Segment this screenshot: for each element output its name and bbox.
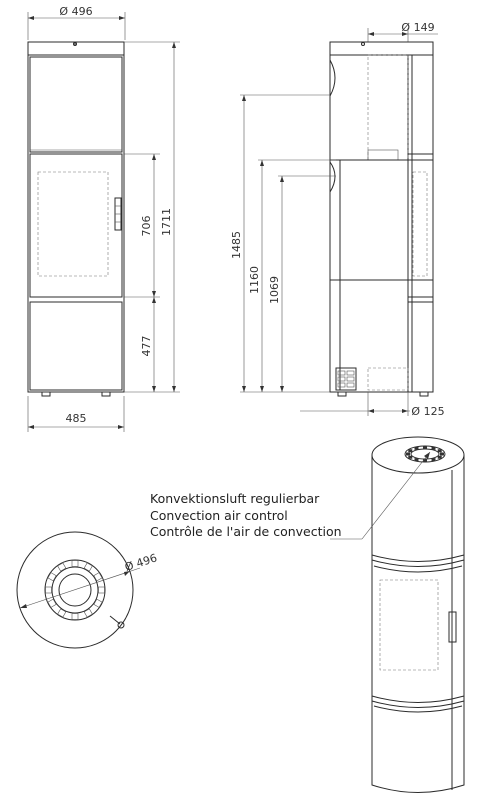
- vent-slot: [415, 447, 419, 450]
- perspective-view: [372, 437, 464, 793]
- vent-slot: [438, 449, 442, 452]
- top-view-air-vents: [46, 561, 105, 620]
- vent-slot: [408, 449, 412, 452]
- front-width-label: 485: [65, 412, 87, 425]
- side-height-1485-label: 1485: [230, 231, 243, 259]
- vent-slot: [46, 587, 52, 593]
- side-height-1069-label: 1069: [268, 276, 281, 304]
- side-view: [230, 21, 445, 418]
- vent-slot: [440, 453, 444, 456]
- front-height-total-label: 1711: [160, 208, 173, 236]
- vent-slot: [432, 447, 436, 450]
- front-height-door-label: 706: [140, 215, 153, 237]
- side-air-diameter-label: Ø 125: [411, 405, 445, 418]
- front-diameter-label: Ø 496: [59, 5, 93, 18]
- vent-slot: [438, 456, 442, 459]
- top-diameter-label: Ø 496: [123, 551, 159, 574]
- vent-slot: [408, 456, 412, 459]
- vent-slot: [415, 458, 419, 461]
- caption-line-german: Konvektionsluft regulierbar: [150, 491, 320, 506]
- vent-slot: [406, 453, 410, 456]
- vent-slot: [72, 614, 78, 620]
- top-view: [17, 532, 159, 648]
- caption-line-french: Contrôle de l'air de convection: [150, 524, 342, 539]
- vent-slot: [72, 561, 78, 567]
- front-view: [28, 5, 180, 432]
- vent-slot: [432, 458, 436, 461]
- vent-slot: [423, 446, 427, 449]
- caption-line-english: Convection air control: [150, 508, 288, 523]
- side-flue-diameter-label: Ø 149: [401, 21, 435, 34]
- side-height-1160-label: 1160: [248, 266, 261, 294]
- front-height-base-label: 477: [140, 335, 153, 357]
- vent-slot: [99, 587, 105, 593]
